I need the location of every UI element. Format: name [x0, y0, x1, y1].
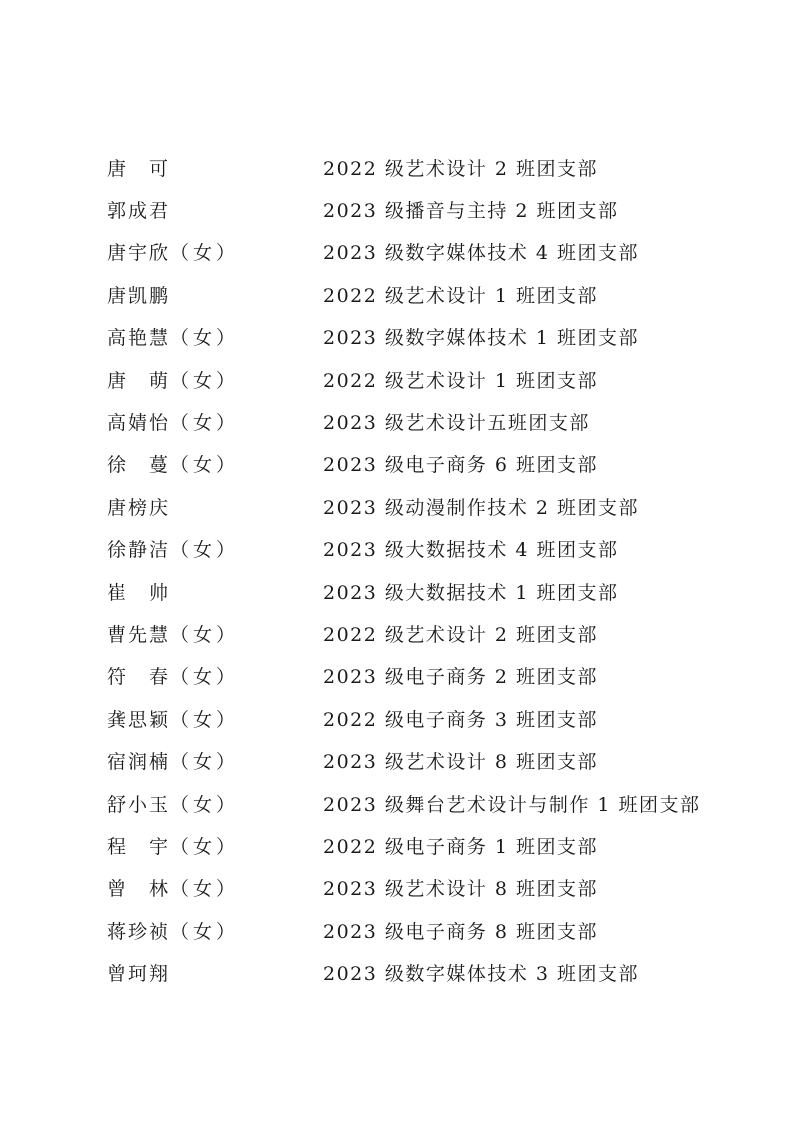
list-item	[107, 231, 747, 273]
member-name: 唐凯鹏	[107, 284, 171, 307]
member-name: 蒋珍祯	[107, 920, 171, 943]
member-name-cell	[107, 366, 323, 393]
list-item	[107, 612, 747, 654]
member-gender: （女）	[170, 878, 240, 901]
member-name: 龚思颖	[107, 708, 171, 731]
member-unit: 2023 级艺术设计五班团支部	[323, 412, 590, 435]
member-unit: 2023 级播音与主持 2 班团支部	[323, 200, 619, 223]
member-name: 曹先慧	[107, 623, 171, 646]
list-item	[107, 485, 747, 527]
member-name-cell	[107, 196, 323, 223]
member-name-cell	[107, 959, 323, 986]
list-item	[107, 867, 747, 909]
member-gender: （女）	[170, 539, 240, 562]
member-unit: 2023 级数字媒体技术 1 班团支部	[323, 327, 640, 350]
member-name: 唐榜庆	[107, 496, 171, 519]
member-name: 高婧怡	[107, 412, 171, 435]
member-unit: 2023 级大数据技术 1 班团支部	[323, 581, 619, 604]
member-name-cell	[107, 408, 323, 435]
member-gender: （女）	[170, 793, 240, 816]
list-item	[107, 655, 747, 697]
member-name: 徐 蔓	[107, 454, 171, 477]
member-name-cell	[107, 281, 323, 308]
member-name: 郭成君	[107, 200, 171, 223]
member-name: 高艳慧	[107, 327, 171, 350]
member-unit: 2023 级数字媒体技术 4 班团支部	[323, 242, 640, 265]
list-item	[107, 443, 747, 485]
member-name-cell	[107, 238, 323, 265]
member-gender: （女）	[170, 369, 240, 392]
member-unit: 2022 级电子商务 3 班团支部	[323, 708, 599, 731]
list-item	[107, 782, 747, 824]
member-unit: 2022 级电子商务 1 班团支部	[323, 835, 599, 858]
list-item	[107, 739, 747, 781]
member-name-cell	[107, 154, 323, 181]
member-name-cell	[107, 790, 323, 817]
list-item	[107, 697, 747, 739]
member-name: 宿润楠	[107, 751, 171, 774]
member-unit: 2023 级动漫制作技术 2 班团支部	[323, 496, 640, 519]
member-name-cell	[107, 662, 323, 689]
list-item	[107, 951, 747, 993]
member-name: 符 春	[107, 666, 171, 689]
member-unit: 2023 级数字媒体技术 3 班团支部	[323, 963, 640, 986]
member-unit: 2023 级艺术设计 8 班团支部	[323, 878, 599, 901]
member-list	[107, 146, 747, 994]
member-unit: 2022 级艺术设计 1 班团支部	[323, 369, 599, 392]
member-gender: （女）	[170, 751, 240, 774]
member-unit: 2023 级电子商务 6 班团支部	[323, 454, 599, 477]
member-name-cell	[107, 578, 323, 605]
member-name-cell	[107, 874, 323, 901]
list-item	[107, 273, 747, 315]
member-unit: 2022 级艺术设计 2 班团支部	[323, 623, 599, 646]
member-unit: 2023 级大数据技术 4 班团支部	[323, 539, 619, 562]
member-gender: （女）	[170, 327, 240, 350]
list-item	[107, 528, 747, 570]
member-gender: （女）	[170, 242, 240, 265]
list-item	[107, 824, 747, 866]
member-unit: 2023 级舞台艺术设计与制作 1 班团支部	[323, 793, 701, 816]
member-gender: （女）	[170, 623, 240, 646]
member-name-cell	[107, 493, 323, 520]
member-gender: （女）	[170, 920, 240, 943]
list-item	[107, 358, 747, 400]
member-unit: 2022 级艺术设计 1 班团支部	[323, 284, 599, 307]
member-name-cell	[107, 917, 323, 944]
member-name: 唐宇欣	[107, 242, 171, 265]
list-item	[107, 146, 747, 188]
member-name: 曾珂翔	[107, 963, 171, 986]
list-item	[107, 316, 747, 358]
member-name-cell	[107, 535, 323, 562]
member-unit: 2022 级艺术设计 2 班团支部	[323, 157, 599, 180]
member-gender: （女）	[170, 412, 240, 435]
member-name-cell	[107, 620, 323, 647]
list-item	[107, 188, 747, 230]
member-name-cell	[107, 323, 323, 350]
member-name: 程 宇	[107, 835, 171, 858]
member-name: 徐静洁	[107, 539, 171, 562]
list-item	[107, 400, 747, 442]
list-item	[107, 570, 747, 612]
member-name: 曾 林	[107, 878, 171, 901]
member-name-cell	[107, 832, 323, 859]
member-name: 崔 帅	[107, 581, 171, 604]
member-name-cell	[107, 747, 323, 774]
member-unit: 2023 级电子商务 8 班团支部	[323, 920, 599, 943]
member-unit: 2023 级电子商务 2 班团支部	[323, 666, 599, 689]
member-gender: （女）	[170, 708, 240, 731]
member-gender: （女）	[170, 666, 240, 689]
member-name-cell	[107, 705, 323, 732]
member-name: 唐 萌	[107, 369, 171, 392]
member-unit: 2023 级艺术设计 8 班团支部	[323, 751, 599, 774]
member-gender: （女）	[170, 454, 240, 477]
member-name-cell	[107, 450, 323, 477]
list-item	[107, 909, 747, 951]
member-name: 唐 可	[107, 157, 171, 180]
member-name: 舒小玉	[107, 793, 171, 816]
member-gender: （女）	[170, 835, 240, 858]
